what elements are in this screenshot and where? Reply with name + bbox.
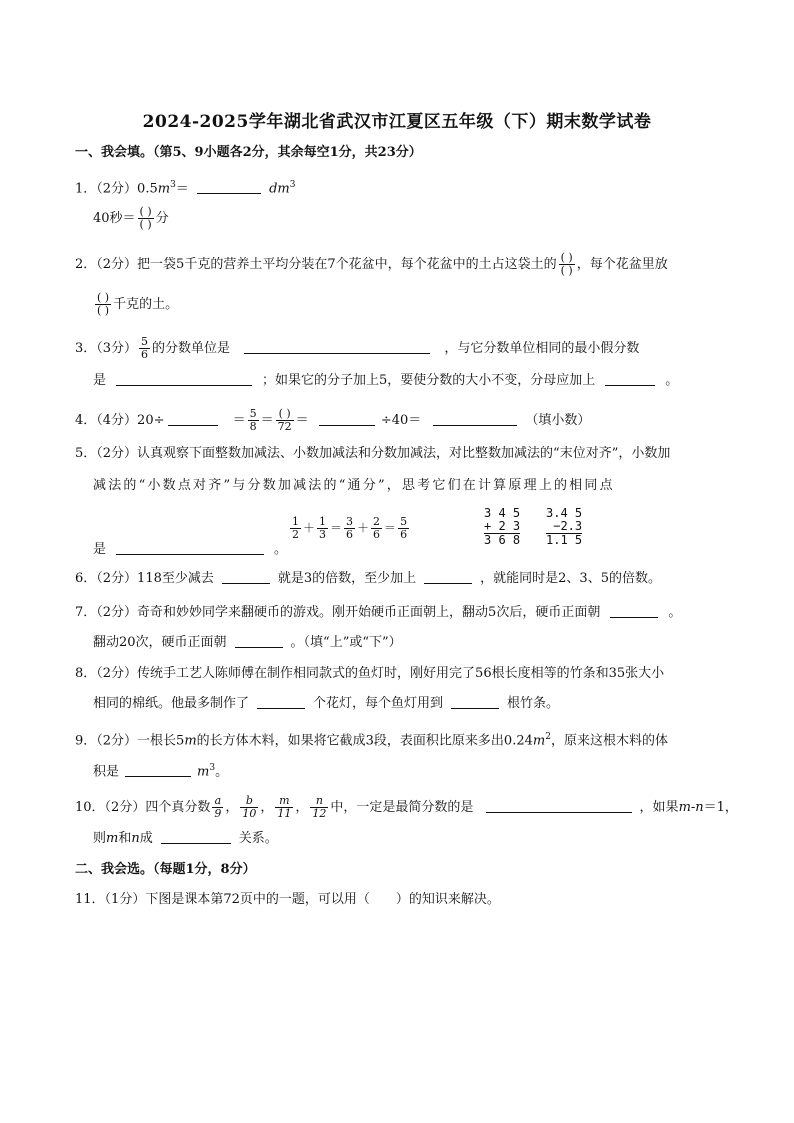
answer-blank[interactable] bbox=[125, 762, 191, 777]
question-9: 9．（2分）一根长5m的长方体木料，如果将它截成3段，表面积比原来多出$0.24m^2$，原来这根木料的体 bbox=[75, 732, 668, 749]
question-2-cont: $\frac{( )}{( )}$ 千克的土。 bbox=[97, 291, 179, 317]
answer-blank[interactable] bbox=[116, 540, 264, 555]
answer-blank[interactable] bbox=[486, 798, 632, 813]
fraction-example: $\frac{1}{2}$ ＋ $\frac{1}{3}$ ＝ $\frac{3}{6}$ ＋ $\frac{2}{6}$ ＝ $\frac{5}{6}$ bbox=[292, 515, 408, 541]
question-10-cont: 则m和n成 关系。 bbox=[93, 831, 278, 846]
question-10: 10．（2分）四个真分数 $\frac{a}{9}$ ， $\frac{b}{10}$ ， $\frac{m}{11}$ ， $\frac{n}{12}$ 中，一定是最简分数的是 ，如果m-n＝1， bbox=[75, 794, 738, 820]
question-2: 2．（2分）把一袋5千克的营养土平均分装在7个花盆中，每个花盆中的土占这袋土的 $\frac{( )}{( )}$ ，每个花盆里放 bbox=[75, 251, 668, 277]
question-4: 4．（4分）20÷ ＝ $\frac{5}{8}$ ＝ $\frac{( )}{72}$ ＝ ÷40＝ （填小数） bbox=[75, 407, 591, 433]
answer-blank[interactable] bbox=[451, 694, 499, 709]
answer-blank[interactable] bbox=[161, 829, 231, 844]
answer-blank[interactable] bbox=[605, 371, 655, 386]
question-11: 11．（1分）下图是课本第72页中的一题，可以用（ ）的知识来解决。 bbox=[75, 892, 500, 907]
fraction-blank[interactable]: $\frac{( )}{( )}$ bbox=[97, 291, 110, 317]
answer-blank[interactable] bbox=[222, 569, 270, 584]
question-1: 1．（2分）$0.5m^3= dm^3$ bbox=[75, 180, 296, 197]
answer-blank[interactable] bbox=[235, 633, 283, 648]
question-6: 6．（2分）118至少减去 就是3的倍数，至少加上 ，就能同时是2、3、5的倍数。 bbox=[75, 571, 661, 586]
answer-blank[interactable] bbox=[424, 569, 472, 584]
answer-blank[interactable] bbox=[197, 179, 261, 194]
section-1-heading: 一、我会填。（第5、9小题各2分，其余每空1分，共23分） bbox=[75, 145, 422, 160]
question-5-line-3: 是 。 bbox=[93, 542, 288, 557]
answer-blank[interactable] bbox=[116, 371, 252, 386]
question-8: 8．（2分）传统手工艺人陈师傅在制作相同款式的鱼灯时，刚好用完了56根长度相等的竹条和35张大小 bbox=[75, 666, 665, 681]
question-7-cont: 翻动20次，硬币正面朝 。（填“上”或“下”） bbox=[93, 635, 402, 650]
fraction-blank[interactable]: $\frac{( )}{72}$ bbox=[277, 407, 292, 433]
integer-vertical-addition: 3 4 5 + 2 3 3 6 8 bbox=[484, 506, 521, 547]
fraction-blank[interactable]: $\frac{( )}{( )}$ bbox=[560, 251, 573, 277]
answer-blank[interactable] bbox=[168, 411, 218, 426]
question-7: 7．（2分）奇奇和妙妙同学来翻硬币的游戏。刚开始硬币正面朝上，翻动5次后，硬币正面朝 。 bbox=[75, 605, 682, 620]
question-5: 5．（2分）认真观察下面整数加减法、小数加减法和分数加减法，对比整数加减法的“末位对齐”，小数加 bbox=[75, 446, 671, 461]
question-9-cont: 积是 $m^3$。 bbox=[93, 763, 229, 780]
answer-blank[interactable] bbox=[244, 339, 430, 354]
answer-blank[interactable] bbox=[433, 411, 517, 426]
question-5-line-2: 减法的“小数点对齐”与分数加减法的“通分”，思考它们在计算原理上的相同点 bbox=[93, 478, 615, 493]
section-2-heading: 二、我会选。（每题1分，8分） bbox=[75, 862, 256, 877]
question-1-part-2: 40秒＝ $\frac{( )}{( )}$ 分 bbox=[93, 205, 169, 231]
page-title: 2024-2025学年湖北省武汉市江夏区五年级（下）期末数学试卷 bbox=[142, 112, 652, 132]
question-8-cont: 相同的棉纸。他最多制作了 个花灯，每个鱼灯用到 根竹条。 bbox=[93, 696, 560, 711]
decimal-vertical-subtraction: 3.4 5 −2.3 1.1 5 bbox=[546, 506, 583, 547]
fraction-blank[interactable]: $\frac{( )}{( )}$ bbox=[139, 205, 152, 231]
answer-blank[interactable] bbox=[610, 603, 658, 618]
answer-blank[interactable] bbox=[319, 411, 375, 426]
answer-blank[interactable] bbox=[257, 694, 305, 709]
question-3-cont: 是 ；如果它的分子加上5，要使分数的大小不变，分母应加上 。 bbox=[93, 373, 679, 388]
question-3: 3．（3分） $\frac{5}{6}$ 的分数单位是 ，与它分数单位相同的最小假分数 bbox=[75, 335, 640, 361]
